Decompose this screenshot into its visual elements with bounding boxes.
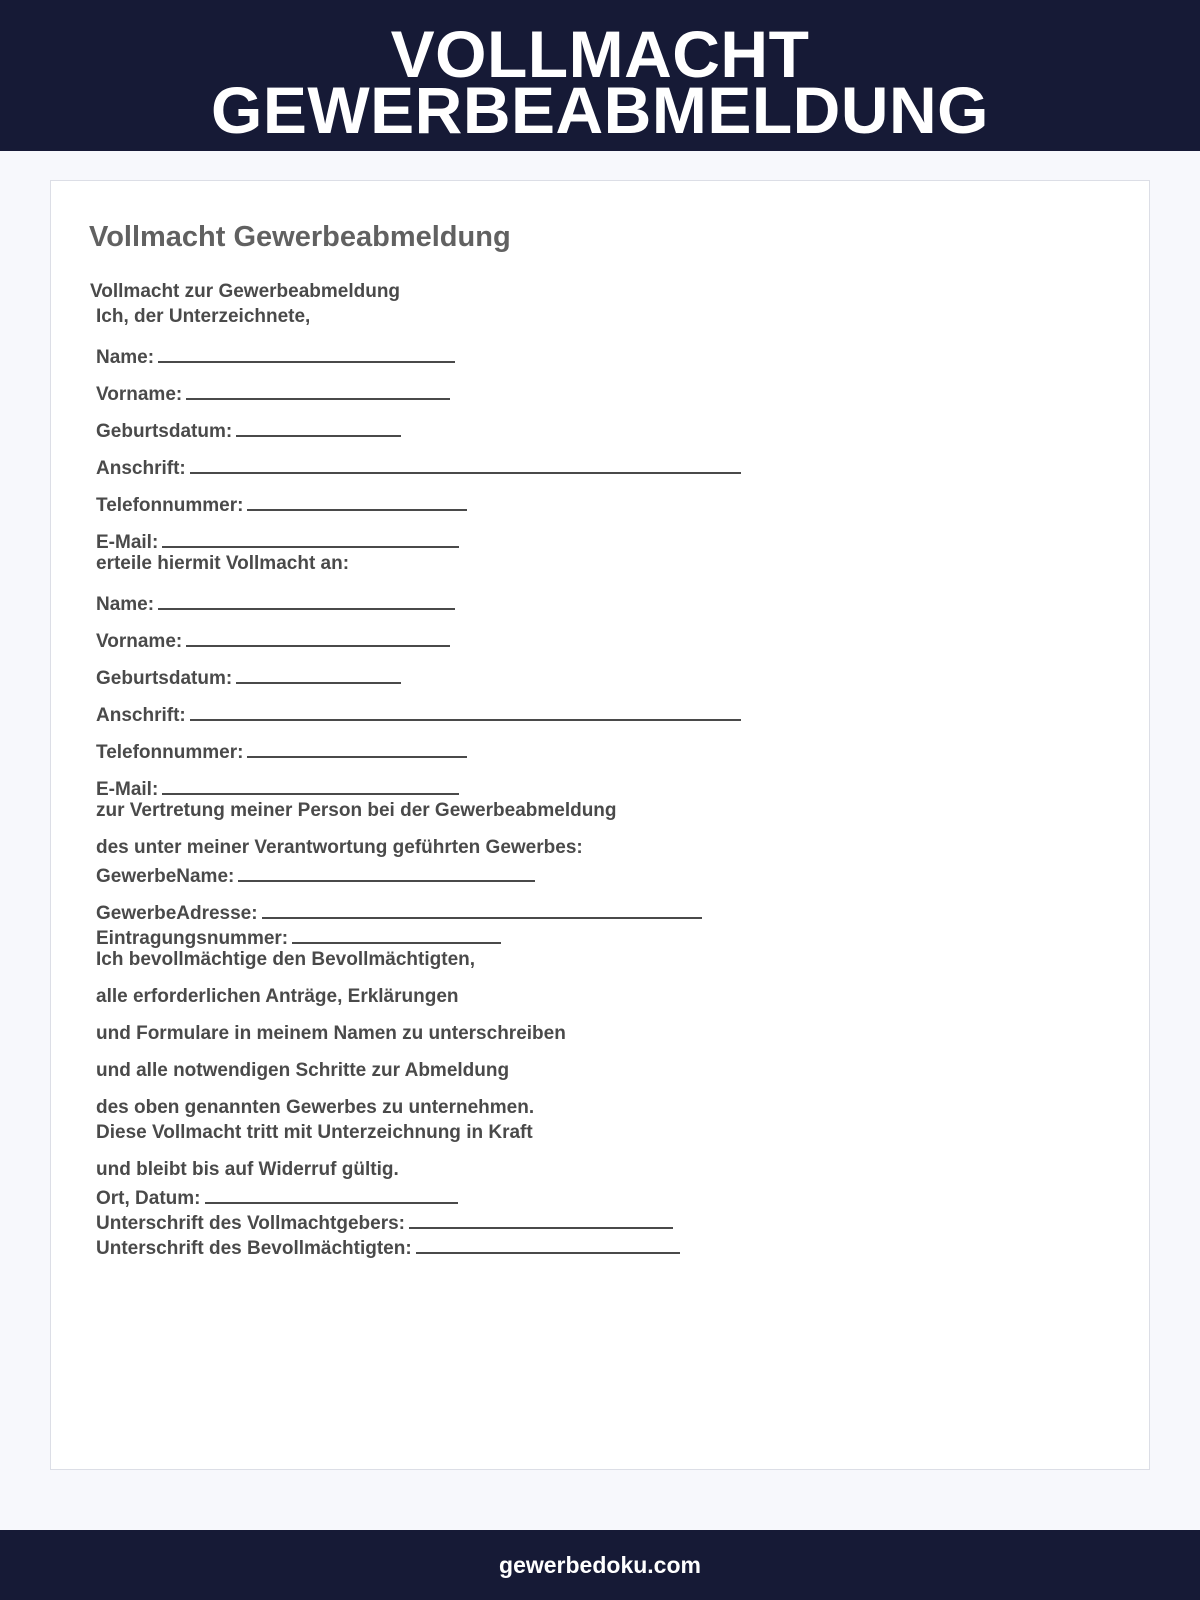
authorization-line: Ich bevollmächtige den Bevollmächtigten, <box>96 949 476 970</box>
field-label: Name: <box>96 347 155 368</box>
gewerbe-name-blank[interactable] <box>238 862 535 882</box>
agent-geburtsdatum-field <box>96 664 401 690</box>
field-label: Ort, Datum: <box>96 1188 201 1209</box>
signature-agent-field <box>96 1234 680 1260</box>
grantor-email-blank[interactable] <box>162 528 459 548</box>
validity-line: Diese Vollmacht tritt mit Unterzeichnung in Kraft <box>96 1122 533 1143</box>
agent-email-blank[interactable] <box>162 775 459 795</box>
field-label: Anschrift: <box>96 705 186 726</box>
field-label: Unterschrift des Vollmachtgebers: <box>96 1213 406 1234</box>
gewerbe-adresse-field <box>96 899 702 925</box>
authorization-line: und Formulare in meinem Namen zu unterschreiben <box>96 1023 566 1044</box>
agent-name-blank[interactable] <box>158 590 455 610</box>
document-heading: Vollmacht Gewerbeabmeldung <box>89 221 511 253</box>
agent-email-field <box>96 775 459 801</box>
agent-geburtsdatum-blank[interactable] <box>236 664 401 684</box>
authorization-line: alle erforderlichen Anträge, Erklärungen <box>96 986 459 1007</box>
signature-grantor-field <box>96 1209 673 1235</box>
page-title-line-2: GEWERBEABMELDUNG <box>211 73 989 147</box>
field-label: Telefonnummer: <box>96 742 244 763</box>
authorization-line: und alle notwendigen Schritte zur Abmeldung <box>96 1060 510 1081</box>
purpose-line-2: des unter meiner Verantwortung geführten Gewerbes: <box>96 837 583 858</box>
agent-telefon-field <box>96 738 467 764</box>
ort-datum-field <box>96 1184 458 1210</box>
footer-site-link[interactable]: gewerbedoku.com <box>499 1552 701 1578</box>
grantor-email-field <box>96 528 459 554</box>
field-label: Geburtsdatum: <box>96 668 233 689</box>
agent-anschrift-field <box>96 701 741 727</box>
field-label: Telefonnummer: <box>96 495 244 516</box>
field-label: Eintragungsnummer: <box>96 928 289 949</box>
page-footer <box>0 1530 1200 1600</box>
field-label: Vorname: <box>96 384 183 405</box>
grantor-name-blank[interactable] <box>158 343 455 363</box>
eintragungsnummer-blank[interactable] <box>292 924 501 944</box>
intro-text: Ich, der Unterzeichnete, <box>96 306 311 327</box>
document-card <box>50 180 1150 1470</box>
agent-telefon-blank[interactable] <box>247 738 467 758</box>
agent-vorname-field <box>96 627 450 653</box>
field-label: Unterschrift des Bevollmächtigten: <box>96 1238 412 1259</box>
validity-line: und bleibt bis auf Widerruf gültig. <box>96 1159 399 1180</box>
field-label: Anschrift: <box>96 458 186 479</box>
signature-grantor-blank[interactable] <box>409 1209 673 1229</box>
field-label: E-Mail: <box>96 532 159 553</box>
field-label: Name: <box>96 594 155 615</box>
agent-name-field <box>96 590 455 616</box>
field-label: GewerbeName: <box>96 866 235 887</box>
page-header <box>0 0 1200 151</box>
gewerbe-adresse-blank[interactable] <box>262 899 702 919</box>
grantor-telefon-blank[interactable] <box>247 491 467 511</box>
field-label: GewerbeAdresse: <box>96 903 258 924</box>
grantor-anschrift-field <box>96 454 741 480</box>
field-label: Geburtsdatum: <box>96 421 233 442</box>
page-title <box>0 17 1200 147</box>
grantor-anschrift-blank[interactable] <box>190 454 741 474</box>
grantor-vorname-field <box>96 380 450 406</box>
purpose-line-1: zur Vertretung meiner Person bei der Gewerbeabmeldung <box>96 800 617 821</box>
grantor-telefon-field <box>96 491 467 517</box>
grantor-name-field <box>96 343 455 369</box>
grantor-vorname-blank[interactable] <box>186 380 450 400</box>
page-title-line-1: VOLLMACHT <box>390 17 810 91</box>
field-label: E-Mail: <box>96 779 159 800</box>
signature-agent-blank[interactable] <box>416 1234 680 1254</box>
gewerbe-name-field <box>96 862 535 888</box>
grant-text: erteile hiermit Vollmacht an: <box>96 553 350 574</box>
document-subtitle: Vollmacht zur Gewerbeabmeldung <box>90 281 401 302</box>
agent-vorname-blank[interactable] <box>186 627 450 647</box>
ort-datum-blank[interactable] <box>205 1184 458 1204</box>
authorization-line: des oben genannten Gewerbes zu unternehmen. <box>96 1097 535 1118</box>
grantor-geburtsdatum-blank[interactable] <box>236 417 401 437</box>
agent-anschrift-blank[interactable] <box>190 701 741 721</box>
field-label: Vorname: <box>96 631 183 652</box>
eintragungsnummer-field <box>96 924 501 950</box>
grantor-geburtsdatum-field <box>96 417 401 443</box>
